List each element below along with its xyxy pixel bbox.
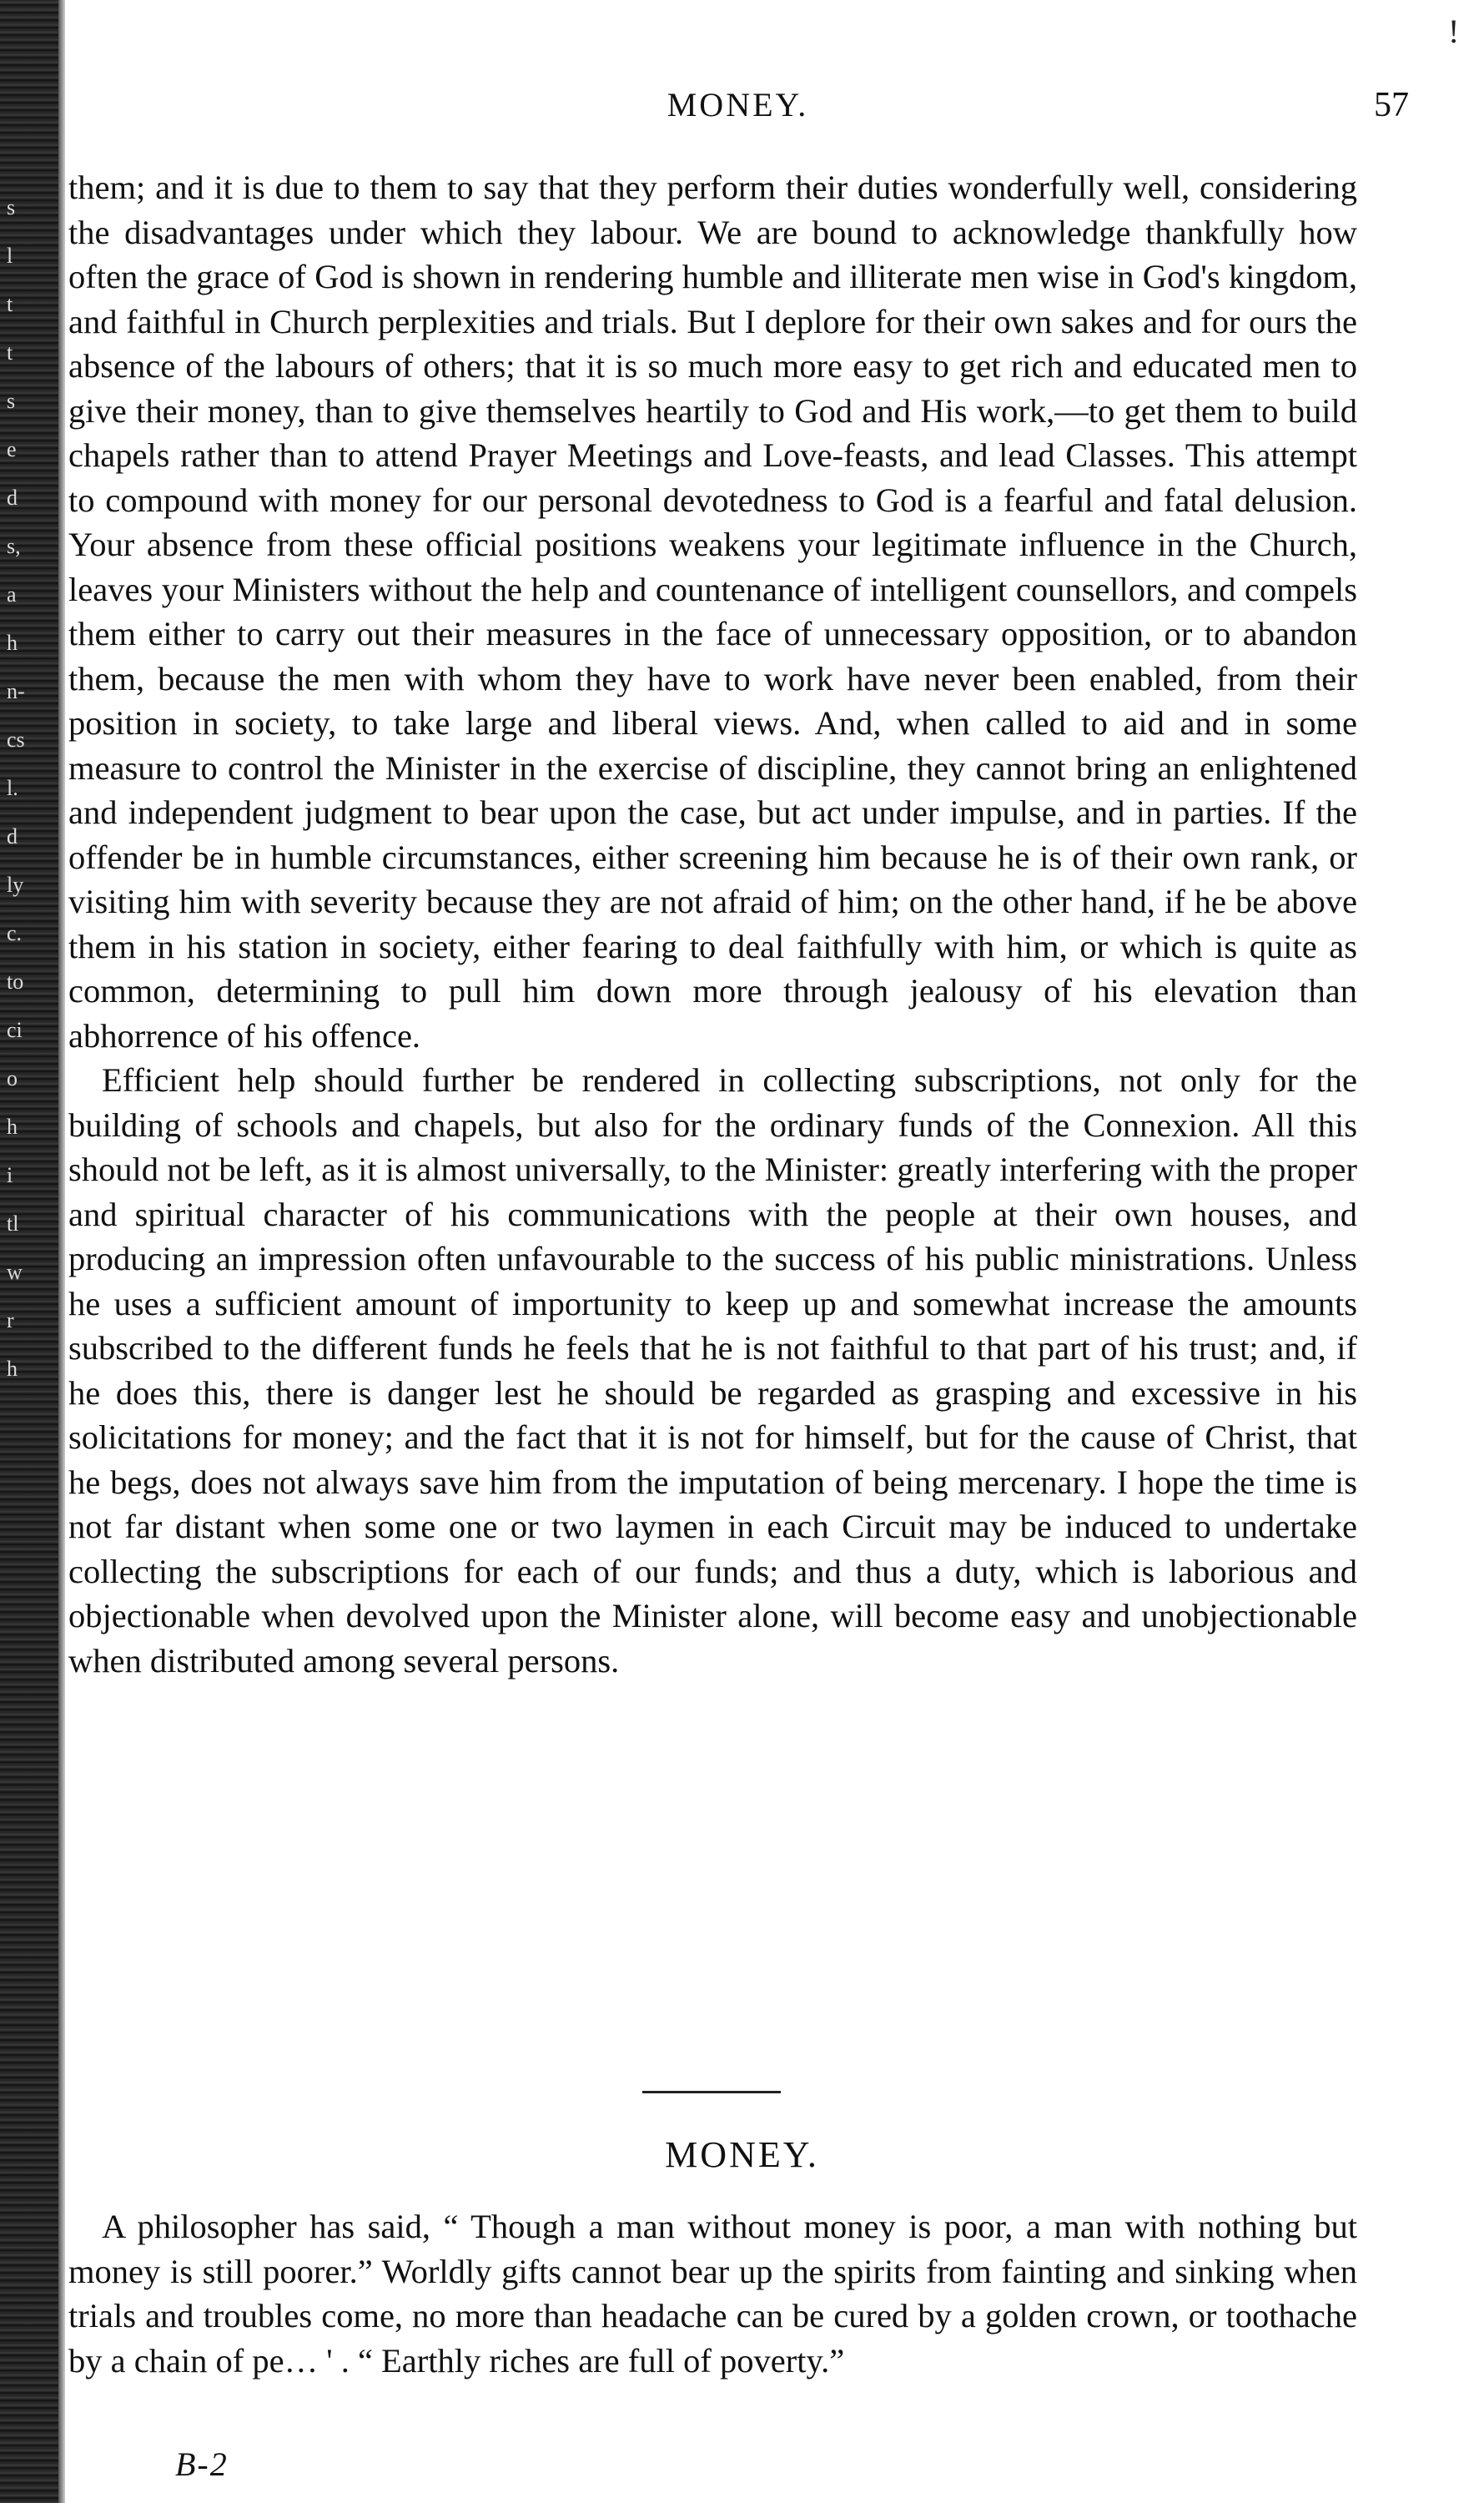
bleed-fragment: i — [7, 1163, 13, 1187]
bleed-fragment: t — [7, 292, 13, 316]
bleed-fragment: cs — [7, 728, 25, 752]
bleed-fragment: r — [7, 1308, 14, 1332]
running-title: MONEY. — [667, 86, 809, 123]
paragraph: Efficient help should further be rendered in collecting subscriptions, not only for the building of schools and chapels, but also for the ordinary funds of the Connexion. All this should not be left, as it is almost universally, to the Minister: greatly interfering with the proper and spiritual character of his communications with the people at their own houses, and producing an impression often unfavourable to the success of his public ministrations. Unless he uses a sufficient amount of importunity to keep up and somewhat increase the amounts subscribed to the different funds he feels that he is not faithful to that part of his trust; and, if he does this, there is danger lest he should be regarded as grasping and excessive in his solicitations for money; and the fact that it is not for himself, but for the cause of Christ, that he begs, does not always save him from the imputation of being mercenary. I hope the time is not far distant when some one or two laymen in each Circuit may be induced to undertake collecting the subscriptions for each of our funds; and thus a duty, which is laborious and objectionable when devolved upon the Minister alone, will become easy and unobjectionable when distributed among several persons. — [68, 1061, 1357, 1680]
body-text-section-1 — [68, 165, 1357, 1683]
paragraph: A philosopher has said, “ Though a man without money is poor, a man with nothing but money is still poorer.” Worldly gifts cannot bear up the spirits from fainting and sinking when trials and troubles come, no more than headache can be cured by a golden crown, or toothache by a chain of pe… ' . “ Earthly riches are full of poverty.” — [68, 2208, 1357, 2380]
section-divider-rule — [642, 2091, 781, 2093]
bleed-fragment: h — [7, 631, 18, 655]
page-number: 57 — [1374, 86, 1409, 124]
bleed-fragment: l. — [7, 776, 18, 800]
bleed-fragment: d — [7, 824, 18, 849]
bleed-fragment: ly — [7, 873, 24, 897]
bleed-fragment: h — [7, 1115, 18, 1139]
bleed-fragment: a — [7, 582, 17, 607]
bleed-fragment: t — [7, 340, 13, 365]
bleed-fragment: w — [7, 1260, 23, 1284]
paragraph: them; and it is due to them to say that they perform their duties wonderfully well, considering the disadvantages under which they labour. We are bound to acknowledge thankfully how often the grace of God is shown in rendering humble and illiterate men wise in God's kingdom, and faithful in Church perplexities and trials. But I deplore for their own sakes and for ours the absence of the labours of others; that it is so much more easy to get rich and educated men to give their money, than to give themselves heartily to God and His work,—to get them to build chapels rather than to attend Prayer Meetings and Love-feasts, and lead Classes. This attempt to compound with money for our personal devotedness to God is a fearful and fatal delusion. Your absence from these official positions weakens your legitimate influence in the Church, leaves your Ministers without the help and countenance of intelligent counsellors, and compels them either to carry out their measures in the face of unnecessary opposition, or to abandon them, because the men with whom they have to work have never been enabled, from their position in society, to take large and liberal views. And, when called to aid and in some measure to control the Minister in the exercise of discipline, they cannot bring an enlightened and independent judgment to bear upon the case, but act under impulse, and in parties. If the offender be in humble circumstances, either screening him because he is of their own rank, or visiting him with severity because they are not afraid of him; on the other hand, if he be above them in his station in society, either fearing to deal faithfully with him, or which is quite as common, determining to pull him down more through jealousy of his elevation than abhorrence of his offence. — [68, 169, 1357, 1055]
bleed-fragment: n- — [7, 679, 25, 703]
section-heading: MONEY. — [665, 2134, 819, 2175]
signature-mark: B-2 — [175, 2445, 229, 2483]
bleed-fragment: h — [7, 1357, 18, 1381]
bleed-fragment: d — [7, 486, 18, 510]
bleed-fragment: tl — [7, 1211, 19, 1236]
bleed-fragment: s — [7, 195, 16, 219]
bleed-fragment: o — [7, 1066, 18, 1090]
edge-mark: ! — [1448, 13, 1460, 50]
running-head — [67, 85, 1409, 132]
body-text-section-2 — [68, 2204, 1357, 2383]
bleed-fragment: c. — [7, 921, 23, 945]
bleed-fragment: e — [7, 437, 17, 461]
bleed-fragment: to — [7, 969, 24, 994]
facing-page-bleed — [7, 184, 57, 1393]
bleed-fragment: l — [7, 244, 13, 268]
gutter-edge — [58, 0, 65, 2503]
bleed-fragment: s — [7, 389, 16, 413]
bleed-fragment: ci — [7, 1018, 23, 1042]
bleed-fragment: s, — [7, 534, 21, 558]
